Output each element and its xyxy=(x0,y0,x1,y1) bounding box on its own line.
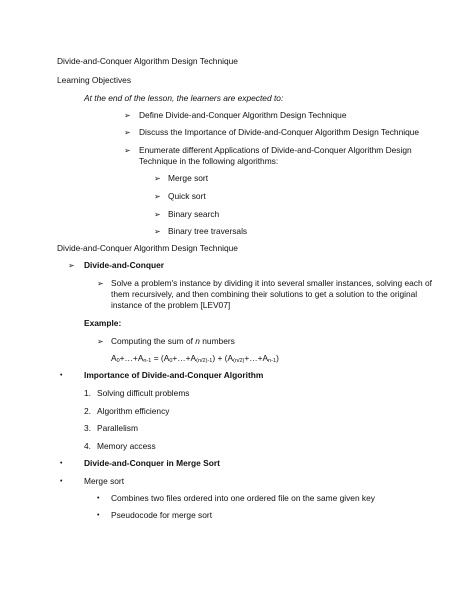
merge-item: Merge sort xyxy=(84,476,125,486)
dot-bullet-icon: • xyxy=(60,372,63,379)
arrow-bullet-icon: ➢ xyxy=(124,146,131,155)
objective-1: Define Divide-and-Conquer Algorithm Design Technique xyxy=(139,110,347,120)
merge-sub-item: Pseudocode for merge sort xyxy=(111,510,213,520)
dc-desc-line-3: instance of the problem [LEV07] xyxy=(111,300,231,310)
importance-item: Solving difficult problems xyxy=(97,388,190,398)
merge-heading: Divide-and-Conquer in Merge Sort xyxy=(84,458,220,468)
dc-desc-line-1: Solve a problem's instance by dividing it into several smaller instances, solving each of xyxy=(111,278,432,288)
importance-item: Algorithm efficiency xyxy=(97,406,170,416)
algorithm-item: Quick sort xyxy=(168,191,206,201)
merge-sub-item: Combines two files ordered into one ordered file on the same given key xyxy=(111,493,375,503)
arrow-bullet-icon: ➢ xyxy=(154,192,161,201)
example-text: Computing the sum of n numbers xyxy=(111,336,235,346)
importance-item: Memory access xyxy=(97,441,156,451)
arrow-bullet-icon: ➢ xyxy=(97,279,104,288)
algorithm-item: Binary search xyxy=(168,209,220,219)
example-label: Example: xyxy=(84,318,122,328)
dot-bullet-icon: • xyxy=(97,512,100,519)
algorithm-item: Merge sort xyxy=(168,173,209,183)
dot-bullet-icon: • xyxy=(97,495,100,502)
importance-heading: Importance of Divide-and-Conquer Algorithm xyxy=(84,370,264,380)
arrow-bullet-icon: ➢ xyxy=(154,210,161,219)
importance-num: 1. xyxy=(84,388,91,398)
arrow-bullet-icon: ➢ xyxy=(97,337,104,346)
dc-heading: Divide-and-Conquer xyxy=(84,260,165,270)
objectives-intro: At the end of the lesson, the learners are expected to: xyxy=(84,93,284,103)
arrow-bullet-icon: ➢ xyxy=(124,111,131,120)
importance-item: Parallelism xyxy=(97,423,138,433)
dot-bullet-icon: • xyxy=(60,460,63,467)
dc-desc-line-2: them recursively, and then combining their solutions to get a solution to the original xyxy=(111,289,418,299)
sum-formula: $A_0+\dots+A_{n-1}$ = $(A_0+\dots+A_{(n/2)-1})$ + $(A_{(n/2)}+\dots+A_{n-1})$ xyxy=(111,353,279,364)
objective-3-line-2: Technique in the following algorithms: xyxy=(139,156,279,166)
objective-2: Discuss the Importance of Divide-and-Conquer Algorithm Design Technique xyxy=(139,127,420,137)
importance-num: 4. xyxy=(84,441,91,451)
arrow-bullet-icon: ➢ xyxy=(154,174,161,183)
arrow-bullet-icon: ➢ xyxy=(68,261,75,270)
doc-title: Divide-and-Conquer Algorithm Design Technique xyxy=(57,56,238,66)
objective-3-line-1: Enumerate different Applications of Divide-and-Conquer Algorithm Design xyxy=(139,145,412,155)
dot-bullet-icon: • xyxy=(60,478,63,485)
objectives-heading: Learning Objectives xyxy=(57,75,132,85)
algorithm-item: Binary tree traversals xyxy=(168,226,248,236)
importance-num: 3. xyxy=(84,423,91,433)
importance-num: 2. xyxy=(84,406,91,416)
section-heading: Divide-and-Conquer Algorithm Design Technique xyxy=(57,243,238,253)
arrow-bullet-icon: ➢ xyxy=(124,128,131,137)
arrow-bullet-icon: ➢ xyxy=(154,227,161,236)
